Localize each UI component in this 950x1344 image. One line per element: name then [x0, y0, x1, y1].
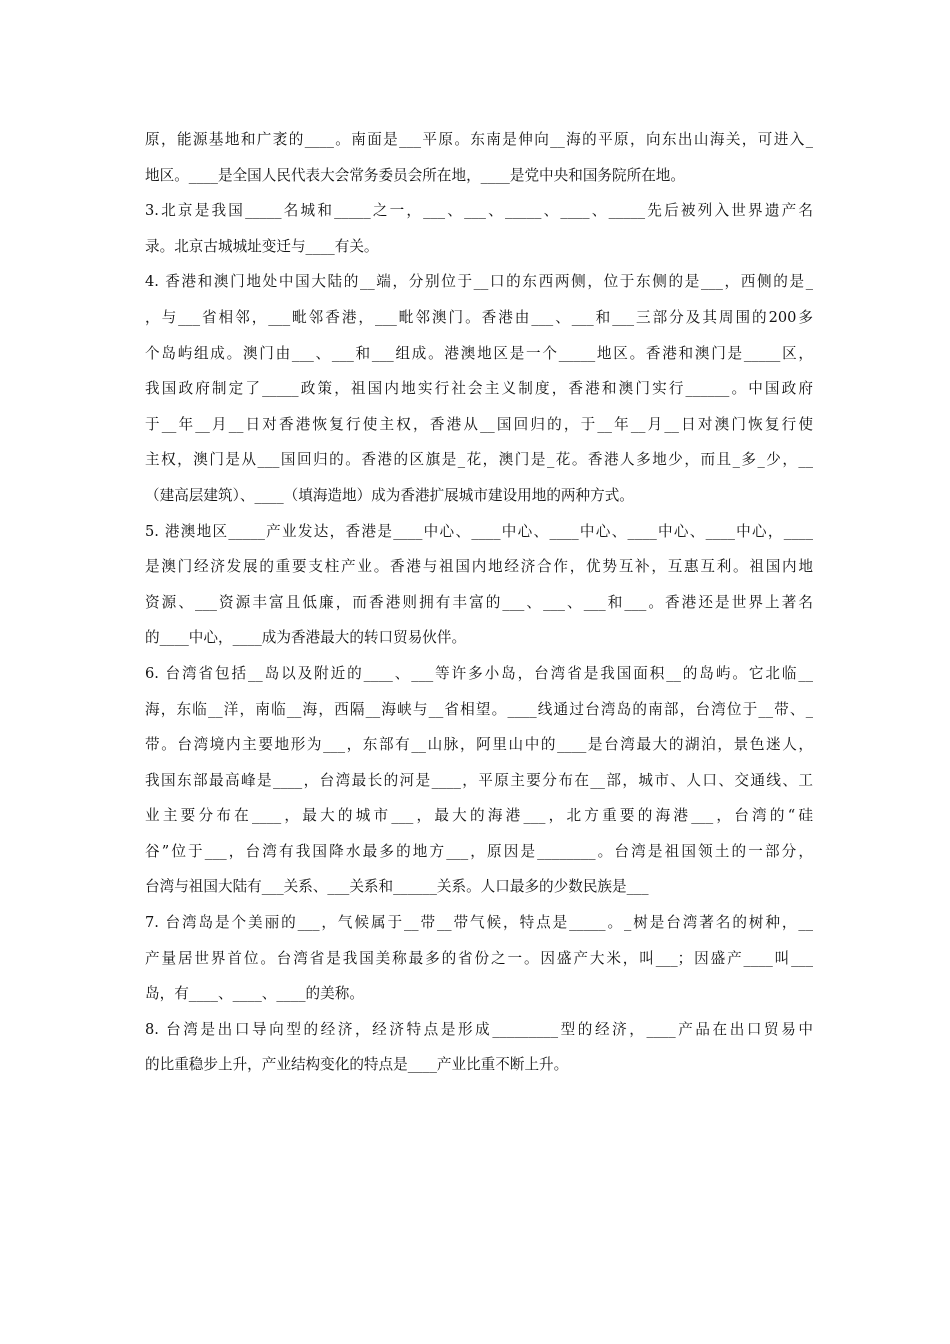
text-line: 带。台湾境内主要地形为___，东部有__山脉，阿里山中的____是台湾最大的湖泊，景色迷人，	[145, 736, 813, 754]
text-line: 个岛屿组成。澳门由___、___和___组成。港澳地区是一个_____地区。香港和澳门是_____区，	[145, 344, 813, 362]
text-line: 岛，有____、____、____的美称。	[145, 985, 364, 1003]
text-line: 8. 台湾是出口导向型的经济，经济特点是形成_________型的经济，____产品在出口贸易中	[145, 1020, 813, 1038]
text-line: 原，能源基地和广袤的____。南面是___平原。东南是伸向__海的平原，向东出山海关，可进入_	[145, 131, 813, 148]
document-body	[145, 122, 813, 1083]
text-line: 的____中心，____成为香港最大的转口贸易伙伴。	[145, 629, 467, 647]
text-line: 海，东临__洋，南临__海，西隔__海峡与__省相望。____线通过台湾岛的南部，台湾位于__带、_	[145, 700, 813, 718]
text-line: 录。北京古城城址变迁与____有关。	[145, 237, 379, 255]
text-line: 是澳门经济发展的重要支柱产业。香港与祖国内地经济合作，优势互补，互惠互利。祖国内地	[145, 558, 813, 576]
text-line: 于__年__月__日对香港恢复行使主权，香港从__国回归的，于__年__月__日对澳门恢复行使	[145, 415, 813, 433]
text-line: 7. 台湾岛是个美丽的___，气候属于__带__带气候，特点是_____。_树是台湾著名的树种，__	[145, 914, 813, 932]
text-line: 的比重稳步上升，产业结构变化的特点是____产业比重不断上升。	[145, 1056, 569, 1074]
text-line: 6. 台湾省包括__岛以及附近的____、___等许多小岛，台湾省是我国面积__的岛屿。它北临__	[145, 664, 813, 682]
text-line: 业主要分布在____，最大的城市___，最大的海港___，北方重要的海港___，台湾的“硅	[145, 807, 813, 825]
text-line: 产量居世界首位。台湾省是我国美称最多的省份之一。因盛产大米，叫___；因盛产____叫___	[145, 949, 813, 967]
text-line: 谷”位于___，台湾有我国降水最多的地方___，原因是________。台湾是祖国领土的一部分，	[145, 842, 813, 860]
text-line: 5. 港澳地区_____产业发达，香港是____中心、____中心、____中心、____中心、____中心，____	[145, 522, 813, 540]
text-line: （建高层建筑）、____（填海造地）成为香港扩展城市建设用地的两种方式。	[145, 486, 634, 504]
text-line: 我国政府制定了_____政策，祖国内地实行社会主义制度，香港和澳门实行______。中国政府	[145, 380, 813, 398]
text-line: 4. 香港和澳门地处中国大陆的__端，分别位于__口的东西两侧，位于东侧的是___，西侧的是_	[145, 273, 813, 291]
text-line: 我国东部最高峰是____，台湾最长的河是____，平原主要分布在__部，城市、人口、交通线、工	[145, 771, 813, 789]
text-line: 主权，澳门是从___国回归的。香港的区旗是_花，澳门是_花。香港人多地少，而且_多_少，__	[145, 451, 813, 469]
text-line: 资源、___资源丰富且低廉，而香港则拥有丰富的___、___、___和___。香港还是世界上著名	[145, 593, 813, 611]
text-line: 地区。____是全国人民代表大会常务委员会所在地，____是党中央和国务院所在地。	[145, 166, 685, 184]
text-line: 3.北京是我国_____名城和_____之一，___、___、_____、____、_____先后被列入世界遗产名	[145, 202, 813, 220]
text-line: ，与___省相邻，___毗邻香港，___毗邻澳门。香港由___、___和___三部分及其周围的200多	[145, 308, 813, 326]
text-line: 台湾与祖国大陆有___关系、___关系和______关系。人口最多的少数民族是___	[145, 878, 649, 896]
